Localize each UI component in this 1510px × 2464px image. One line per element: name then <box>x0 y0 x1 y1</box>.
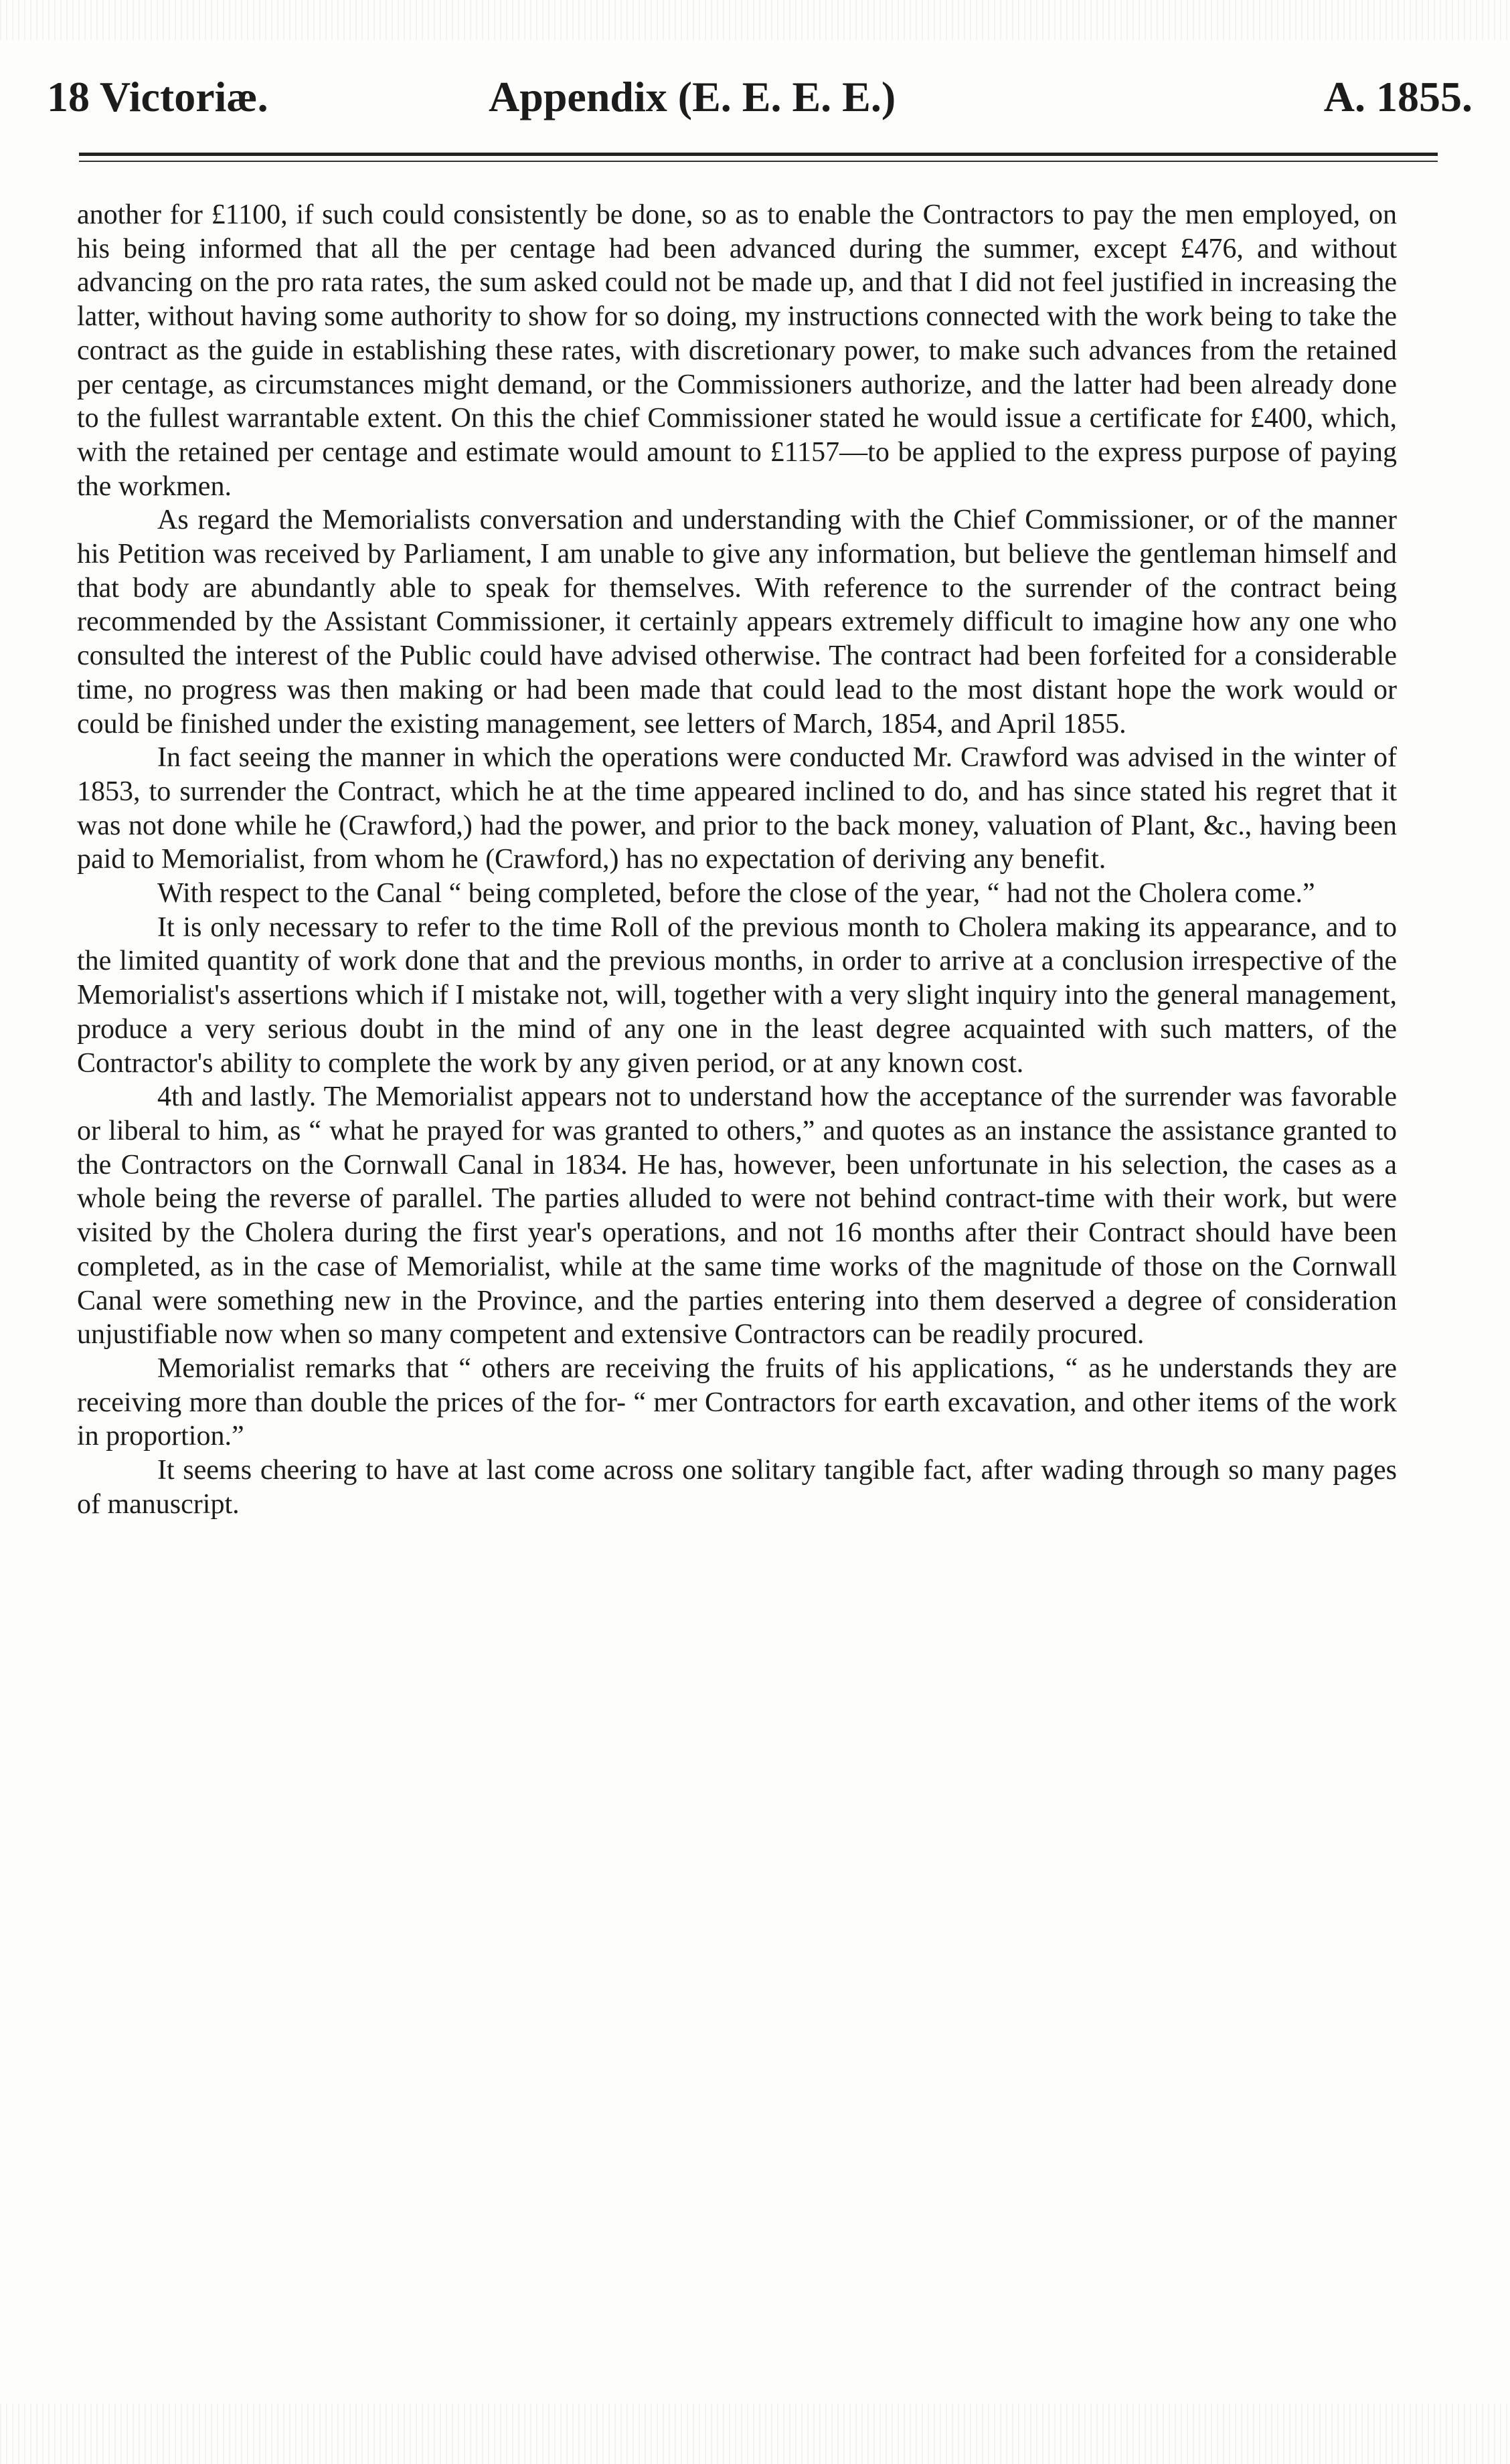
header-year: A. 1855. <box>1323 73 1473 120</box>
page-header <box>47 67 1473 127</box>
header-appendix: Appendix (E. E. E. E.) <box>489 73 896 120</box>
header-session: 18 Victoriæ. <box>47 73 268 120</box>
body-text <box>77 198 1397 1521</box>
paragraph-1: another for £1100, if such could consistently be done, so as to enable the Contractors to pay the men employed, on his being informed that all the per centage had been advanced during the summer, except £476, and without advancing on the pro rata rates, the sum asked could not be made up, and that I did not feel justified in increasing the latter, without having some authority to show for so doing, my instructions connected with the work being to take the contract as the guide in establishing these rates, with discretionary power, to make such advances from the retained per centage, as circumstances might demand, or the Commissioners authorize, and the latter had been already done to the fullest warrantable extent. On this the chief Commissioner stated he would issue a certificate for £400, which, with the retained per centage and estimate would amount to £1157—to be applied to the express purpose of paying the workmen. <box>77 199 1397 502</box>
paragraph-5: It is only necessary to refer to the time Roll of the previous month to Cholera making its appearance, and to the limited quantity of work done that and the previous months, in order to arrive at a conclusion irrespective of the Memorialist's assertions which if I mistake not, will, together with a very slight inquiry into the general management, produce a very serious doubt in the mind of any one in the least degree acquainted with such matters, of the Contractor's ability to complete the work by any given period, or at any known cost. <box>77 911 1397 1079</box>
header-rule-thick <box>79 153 1438 156</box>
header-rule-thin <box>79 161 1438 162</box>
scan-noise-top <box>0 0 1510 40</box>
paragraph-8: It seems cheering to have at last come across one solitary tangible fact, after wading through so many pages of manuscript. <box>77 1455 1397 1520</box>
scan-noise-bottom <box>0 2404 1510 2464</box>
paragraph-4: With respect to the Canal “ being completed, before the close of the year, “ had not the Cholera come.” <box>157 878 1315 909</box>
paragraph-2: As regard the Memorialists conversation and understanding with the Chief Commissioner, or of the manner his Petition was received by Parliament, I am unable to give any information, but believe the gentleman himself and that body are abundantly able to speak for themselves. With reference to the surrender of the contract being recommended by the Assistant Commissioner, it certainly appears extremely difficult to imagine how any one who consulted the interest of the Public could have advised otherwise. The contract had been forfeited for a considerable time, no progress was then making or had been made that could lead to the most distant hope the work would or could be finished under the existing management, see letters of March, 1854, and April 1855. <box>77 505 1397 739</box>
paragraph-7: Memorialist remarks that “ others are receiving the fruits of his applications, “ as he understands they are receiving more than double the prices of the for- “ mer Contractors for earth excavation, and other items of the work in proportion.” <box>77 1352 1397 1452</box>
paragraph-6: 4th and lastly. The Memorialist appears not to understand how the acceptance of the surrender was favorable or liberal to him, as “ what he prayed for was granted to others,” and quotes as an instance the assistance granted to the Contractors on the Cornwall Canal in 1834. He has, however, been unfortunate in his selection, the cases as a whole being the reverse of parallel. The parties alluded to were not behind contract-time with their work, but were visited by the Cholera during the first year's operations, and not 16 months after their Contract should have been completed, as in the case of Memorialist, while at the same time works of the magnitude of those on the Cornwall Canal were something new in the Province, and the parties entering into them deserved a degree of consideration unjustifiable now when so many competent and extensive Contractors can be readily procured. <box>77 1081 1397 1350</box>
paragraph-3: In fact seeing the manner in which the operations were conducted Mr. Crawford was advised in the winter of 1853, to surrender the Contract, which he at the time appeared inclined to do, and has since stated his regret that it was not done while he (Crawford,) had the power, and prior to the back money, valuation of Plant, &c., having been paid to Memorialist, from whom he (Crawford,) has no expectation of deriving any benefit. <box>77 742 1397 875</box>
